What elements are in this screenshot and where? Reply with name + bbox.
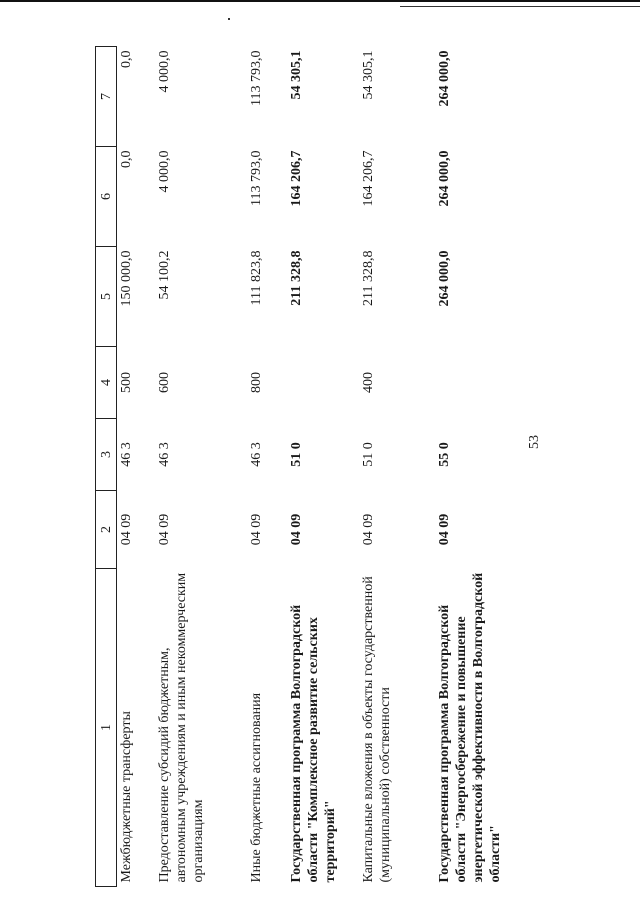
amount-col7: 264 000,0 [437,50,452,107]
program-code: 46 3 [119,442,134,467]
header-cell: 1 [96,569,117,887]
header-cell: 2 [96,491,117,569]
table-row [359,47,435,887]
expense-type-code [435,347,527,419]
top-border-line [0,0,640,2]
row-name: Государственная программа Волгоградской области "Энергосбережение и повышение энергетической эффективности в Волгоградской области" [437,572,503,883]
section-code: 04 09 [119,513,134,546]
table-row [155,47,247,887]
amount-col7: 113 793,0 [249,50,264,106]
row-name: Межбюджетные трансферты [119,711,134,883]
table-row [247,47,287,887]
header-cell: 3 [96,419,117,491]
scan-mark [228,18,230,20]
amount-col6: 164 206,7 [289,150,304,207]
amount-col6: 0,0 [119,150,134,168]
section-code: 04 09 [157,513,172,546]
header-cell: 4 [96,347,117,419]
expense-type-code: 500 [119,372,134,393]
program-code: 51 0 [289,442,304,467]
budget-table [95,46,527,887]
header-row [96,47,117,887]
row-name: Государственная программа Волгоградской области "Комплексное развитие сельских территорий" [289,604,338,883]
amount-col6: 164 206,7 [361,150,376,207]
row-name: Предоставление субсидий бюджетным, автономным учреждениям и иным некоммерческим организациям [157,572,206,883]
header-cell: 6 [96,147,117,247]
amount-col7: 0,0 [119,50,134,68]
amount-col5: 54 100,2 [157,250,172,300]
expense-type-code: 800 [249,372,264,393]
amount-col5: 211 328,8 [361,250,376,306]
top-right-line [400,6,640,7]
amount-col5: 264 000,0 [437,250,452,307]
amount-col6: 264 000,0 [437,150,452,207]
program-code: 51 0 [361,442,376,467]
section-code: 04 09 [249,513,264,546]
program-code: 46 3 [157,442,172,467]
page-number: 53 [527,435,542,449]
expense-type-code: 400 [361,372,376,393]
amount-col5: 211 328,8 [289,250,304,306]
rotated-page [95,47,515,887]
expense-type-code [287,347,359,419]
amount-col6: 4 000,0 [157,150,172,193]
table-row [435,47,527,887]
amount-col5: 150 000,0 [119,250,134,307]
expense-type-code: 600 [157,372,172,393]
table-row [287,47,359,887]
program-code: 46 3 [249,442,264,467]
amount-col7: 4 000,0 [157,50,172,93]
section-code: 04 09 [437,513,452,546]
section-code: 04 09 [361,513,376,546]
table-row [117,47,156,887]
header-cell: 7 [96,47,117,147]
document-stage [95,47,515,887]
row-name: Иные бюджетные ассигнования [249,692,264,883]
header-cell: 5 [96,247,117,347]
section-code: 04 09 [289,513,304,546]
amount-col7: 54 305,1 [289,50,304,100]
program-code: 55 0 [437,442,452,467]
row-name: Капитальные вложения в объекты государственной (муниципальной) собственности [361,576,393,883]
amount-col5: 111 823,8 [249,250,264,306]
amount-col7: 54 305,1 [361,50,376,100]
amount-col6: 113 793,0 [249,150,264,206]
